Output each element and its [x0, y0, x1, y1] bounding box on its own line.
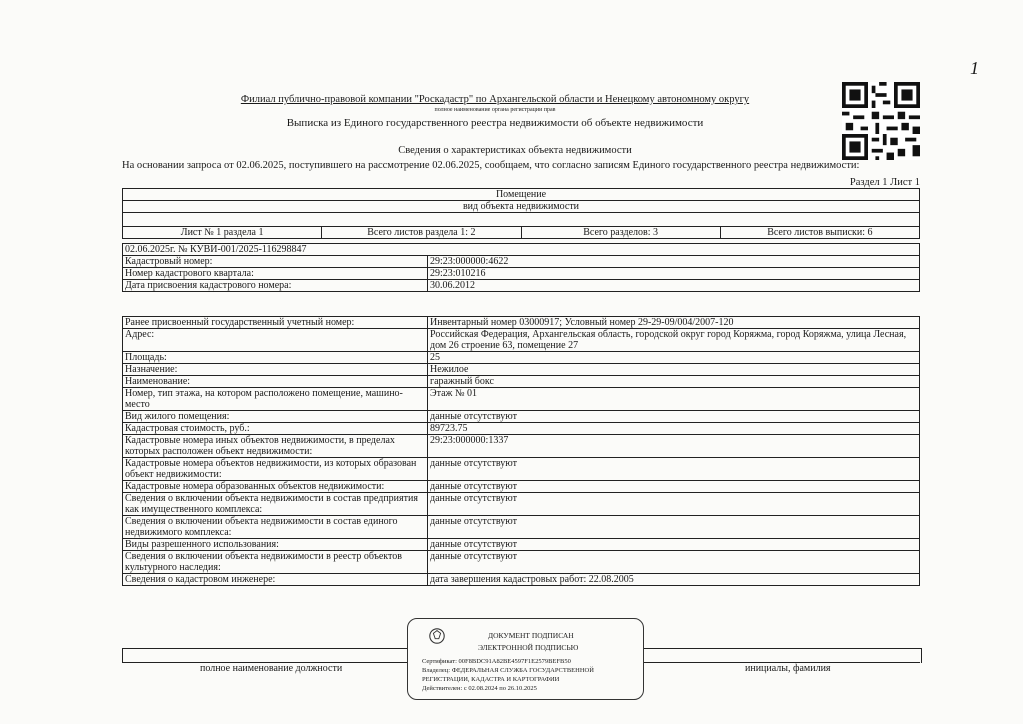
row-value: Нежилое	[428, 364, 920, 376]
document-title: Выписка из Единого государственного реестра недвижимости об объекте недвижимости	[286, 117, 704, 129]
section-label: Раздел 1 Лист 1	[849, 177, 920, 188]
row-value: данные отсутствуют	[428, 411, 920, 423]
object-header-table	[122, 188, 920, 239]
row-label: Сведения о включении объекта недвижимости в состав предприятия как имущественного комплекса:	[123, 493, 428, 516]
row-label: Наименование:	[123, 376, 428, 388]
table-row	[123, 329, 920, 352]
stamp-line-1: ДОКУМЕНТ ПОДПИСАН	[488, 631, 574, 640]
row-label: Кадастровые номера образованных объектов недвижимости:	[123, 481, 428, 493]
organization-caption: полное наименование органа регистрации прав	[434, 107, 556, 113]
table-row	[123, 317, 920, 329]
stamp-line-2: ЭЛЕКТРОННОЙ ПОДПИСЬЮ	[478, 643, 579, 652]
row-value: данные отсутствуют	[428, 551, 920, 574]
table-row	[123, 411, 920, 423]
total-sheets-extract: Всего листов выписки: 6	[720, 227, 919, 239]
table-row	[123, 388, 920, 411]
table-row	[123, 280, 920, 292]
row-value: данные отсутствуют	[428, 516, 920, 539]
row-label: Номер, тип этажа, на котором расположено помещение, машино-место	[123, 388, 428, 411]
row-label: Дата присвоения кадастрового номера:	[123, 280, 428, 292]
stamp-valid: Действителен: с 02.08.2024 по 26.10.2025	[422, 685, 537, 692]
sheet-number: Лист № 1 раздела 1	[123, 227, 322, 239]
row-label: Сведения о кадастровом инженере:	[123, 574, 428, 586]
row-label: Кадастровая стоимость, руб.:	[123, 423, 428, 435]
stamp-owner-2: РЕГИСТРАЦИИ, КАДАСТРА И КАРТОГРАФИИ	[422, 676, 560, 683]
stamp-certificate: Сертификат: 00F8BDC91A82BE4597F1E2579BEFB50	[422, 658, 571, 665]
row-value: Инвентарный номер 03000917; Условный номер 29-29-09/004/2007-120	[428, 317, 920, 329]
row-value: 29:23:000000:1337	[428, 435, 920, 458]
extract-date-number: 02.06.2025г. № КУВИ-001/2025-116298847	[123, 244, 920, 256]
row-value: 29:23:000000:4622	[428, 256, 920, 268]
total-sections: Всего разделов: 3	[521, 227, 720, 239]
table-row	[123, 551, 920, 574]
row-label: Номер кадастрового квартала:	[123, 268, 428, 280]
row-value: 25	[428, 352, 920, 364]
name-label: инициалы, фамилия	[745, 663, 831, 674]
row-value: 29:23:010216	[428, 268, 920, 280]
table-row	[123, 376, 920, 388]
row-value: Этаж № 01	[428, 388, 920, 411]
object-type: Помещение	[123, 189, 920, 201]
row-value: данные отсутствуют	[428, 458, 920, 481]
table-row	[123, 423, 920, 435]
table-row	[123, 516, 920, 539]
position-label: полное наименование должности	[200, 663, 343, 674]
total-sheets-section: Всего листов раздела 1: 2	[322, 227, 521, 239]
row-value: 30.06.2012	[428, 280, 920, 292]
table-row	[123, 493, 920, 516]
page-number-mark: 1	[970, 58, 979, 78]
qr-code	[842, 82, 920, 160]
row-value: данные отсутствуют	[428, 539, 920, 551]
row-value: Российская Федерация, Архангельская область, городской округ город Коряжма, город Коряжма, улица Лесная, дом 26 строение 63, помещение 27	[428, 329, 920, 352]
table-row	[123, 574, 920, 586]
table-row	[123, 256, 920, 268]
emblem-icon	[428, 627, 446, 645]
table-row	[123, 458, 920, 481]
row-value: данные отсутствуют	[428, 481, 920, 493]
row-label: Площадь:	[123, 352, 428, 364]
row-value: гаражный бокс	[428, 376, 920, 388]
identifier-table	[122, 243, 920, 292]
row-label: Назначение:	[123, 364, 428, 376]
object-type-caption: вид объекта недвижимости	[123, 201, 920, 213]
basis-statement: На основании запроса от 02.06.2025, поступившего на рассмотрение 02.06.2025, сообщаем, что согласно записям Единого государственного реестра недвижимости:	[122, 160, 860, 171]
table-row	[123, 268, 920, 280]
table-row	[123, 435, 920, 458]
row-label: Виды разрешенного использования:	[123, 539, 428, 551]
table-row	[123, 481, 920, 493]
row-label: Кадастровый номер:	[123, 256, 428, 268]
row-label: Кадастровые номера иных объектов недвижимости, в пределах которых расположен объект недвижимости:	[123, 435, 428, 458]
table-row	[123, 539, 920, 551]
row-value: дата завершения кадастровых работ: 22.08.2005	[428, 574, 920, 586]
section-subtitle: Сведения о характеристиках объекта недвижимости	[398, 145, 632, 156]
row-label: Адрес:	[123, 329, 428, 352]
row-label: Ранее присвоенный государственный учетный номер:	[123, 317, 428, 329]
row-label: Сведения о включении объекта недвижимости в реестр объектов культурного наследия:	[123, 551, 428, 574]
details-table	[122, 316, 920, 586]
row-label: Вид жилого помещения:	[123, 411, 428, 423]
row-value: 89723.75	[428, 423, 920, 435]
row-label: Кадастровые номера объектов недвижимости, из которых образован объект недвижимости:	[123, 458, 428, 481]
table-row	[123, 364, 920, 376]
stamp-owner: Владелец: ФЕДЕРАЛЬНАЯ СЛУЖБА ГОСУДАРСТВЕННОЙ	[422, 667, 594, 674]
electronic-signature-stamp	[407, 618, 644, 700]
row-label: Сведения о включении объекта недвижимости в состав единого недвижимого комплекса:	[123, 516, 428, 539]
organization-name: Филиал публично-правовой компании "Роскадастр" по Архангельской области и Ненецкому автономному округу	[240, 94, 750, 105]
row-value: данные отсутствуют	[428, 493, 920, 516]
table-row	[123, 352, 920, 364]
